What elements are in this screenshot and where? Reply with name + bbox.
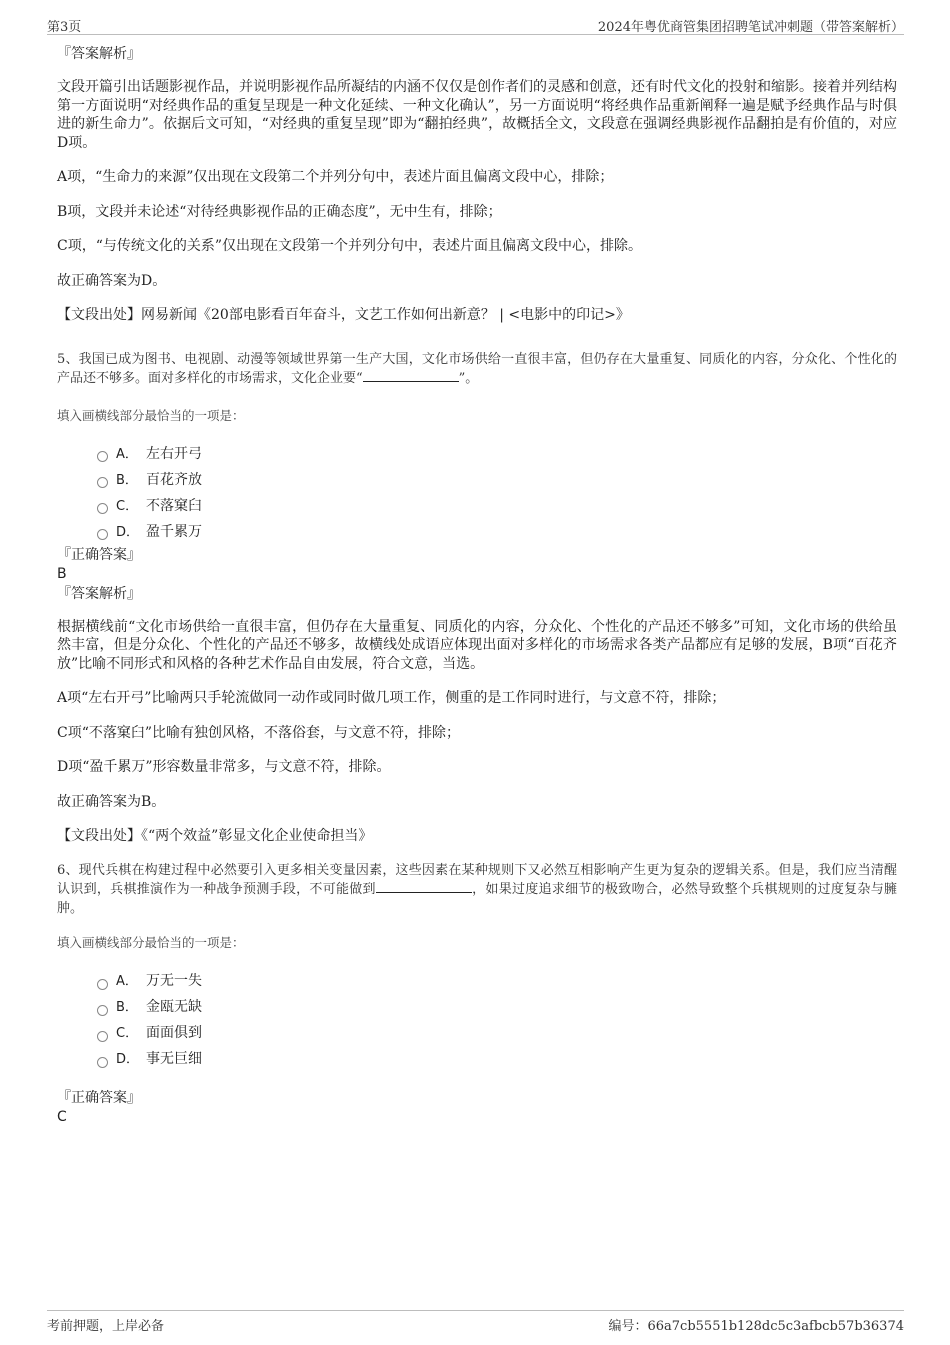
q6-blank — [376, 880, 472, 893]
radio-icon[interactable] — [97, 451, 108, 462]
q5-analysis-item-c: C项“不落窠臼”比喻有独创风格，不落俗套，与文意不符，排除； — [57, 724, 461, 741]
radio-icon[interactable] — [97, 1005, 108, 1016]
q5-stem-before: 5、我国已成为图书、电视剧、动漫等领域世界第一生产大国，文化市场供给一直很丰富，但仍存在大量重复、同质化的内容，分众化、个性化的产品还不够多。面对多样化的市场需求，文化企业要“ — [57, 351, 897, 386]
q4-analysis-item-b: B项，文段并未论述“对待经典影视作品的正确态度”，无中生有，排除； — [57, 203, 502, 220]
q5-options — [57, 441, 897, 545]
q6-option-b[interactable]: B． 金瓯无缺 — [97, 994, 897, 1020]
page-content — [57, 44, 897, 1127]
q5-answer: B — [57, 565, 67, 582]
page-number: 第3页 — [47, 20, 82, 35]
q6-answer-label: 『正确答案』 — [57, 1090, 141, 1106]
radio-icon[interactable] — [97, 503, 108, 514]
q4-analysis-item-a: A项，“生命力的来源”仅出现在文段第二个并列分句中，表述片面且偏离文段中心，排除； — [57, 169, 614, 185]
document-title: 2024年粤优商管集团招聘笔试冲刺题（带答案解析） — [597, 20, 904, 35]
q5-analysis-paragraph: 根据横线前“文化市场供给一直很丰富，但仍存在大量重复、同质化的内容，分众化、个性化的产品还不够多”可知，文化市场的供给虽然丰富，但是分众化、个性化的产品还不够多，故横线处成语应体现出面对多样化的市场需求各类产品都应有足够的发展，B项“百花齐放”比喻不同形式和风格的各种艺术作品自由发展，符合文意，当选。 — [57, 618, 897, 672]
q4-analysis-item-c: C项，“与传统文化的关系”仅出现在文段第一个并列分句中，表述片面且偏离文段中心，排除。 — [57, 238, 643, 254]
q6-answer: C — [57, 1109, 67, 1125]
q6-option-a[interactable]: A． 万无一失 — [97, 968, 897, 994]
q5-source: 【文段出处】《“两个效益”彰显文化企业使命担当》 — [57, 828, 373, 844]
q6-option-c[interactable]: C． 面面俱到 — [97, 1020, 897, 1046]
q4-conclusion: 故正确答案为D。 — [57, 272, 167, 289]
q4-analysis-label: 『答案解析』 — [57, 46, 141, 62]
q5-prompt: 填入画横线部分最恰当的一项是： — [57, 407, 245, 423]
q5-conclusion: 故正确答案为B。 — [57, 793, 166, 810]
q6-stem-before: 6、现代兵棋在构建过程中必然要引入更多相关变量因素，这些因素在某种规则下又必然互相影响产生更为复杂的逻辑关系。但是，我们应当清醒认识到，兵棋推演作为一种战争预测手段，不可能做到 — [57, 862, 897, 897]
document-code: 编号：66a7cb5551b128dc5c3afbcb57b36374 — [608, 1319, 904, 1334]
q5-option-b[interactable]: B． 百花齐放 — [97, 467, 897, 493]
radio-icon[interactable] — [97, 529, 108, 540]
q5-analysis-label: 『答案解析』 — [57, 585, 141, 602]
q5-stem-after: ”。 — [458, 371, 479, 386]
page-footer — [47, 1310, 904, 1333]
radio-icon[interactable] — [97, 979, 108, 990]
q6-stem-after: ，如果过度追求细节的极致吻合，必然导致整个兵棋规则的过度复杂与臃肿。 — [57, 882, 897, 916]
q5-analysis-item-d: D项“盈千累万”形容数量非常多，与文意不符，排除。 — [57, 759, 391, 775]
q5-stem — [57, 351, 897, 389]
radio-icon[interactable] — [97, 477, 108, 488]
radio-icon[interactable] — [97, 1057, 108, 1068]
q5-answer-label: 『正确答案』 — [57, 546, 141, 563]
q6-stem — [57, 862, 897, 919]
q6-options — [57, 968, 897, 1072]
q5-analysis-item-a: A项“左右开弓”比喻两只手轮流做同一动作或同时做几项工作，侧重的是工作同时进行，与文意不符，排除； — [57, 690, 726, 706]
page-header — [47, 14, 904, 35]
q5-option-c[interactable]: C． 不落窠臼 — [97, 493, 897, 519]
q6-option-d[interactable]: D． 事无巨细 — [97, 1046, 897, 1072]
radio-icon[interactable] — [97, 1031, 108, 1042]
q4-analysis-paragraph: 文段开篇引出话题影视作品，并说明影视作品所凝结的内涵不仅仅是创作者们的灵感和创意，还有时代文化的投射和缩影。接着并列结构第一方面说明“对经典作品的重复呈现是一种文化延续、一种文化确认”，另一方面说明“将经典作品重新阐释一遍是赋予经典作品与时俱进的新生命力”。依据后文可知，“对经典的重复呈现”即为“翻拍经典”，故概括全文，文段意在强调经典影视作品翻拍是有价值的，对应D项。 — [57, 79, 897, 151]
q5-blank — [363, 369, 459, 382]
footer-slogan: 考前押题，上岸必备 — [47, 1319, 165, 1334]
q5-option-d[interactable]: D． 盈千累万 — [97, 519, 897, 545]
q5-option-a[interactable]: A． 左右开弓 — [97, 441, 897, 467]
q6-prompt: 填入画横线部分最恰当的一项是： — [57, 935, 245, 950]
q4-source: 【文段出处】网易新闻《20部电影看百年奋斗，文艺工作如何出新意？ | <电影中的印记>》 — [57, 307, 630, 323]
